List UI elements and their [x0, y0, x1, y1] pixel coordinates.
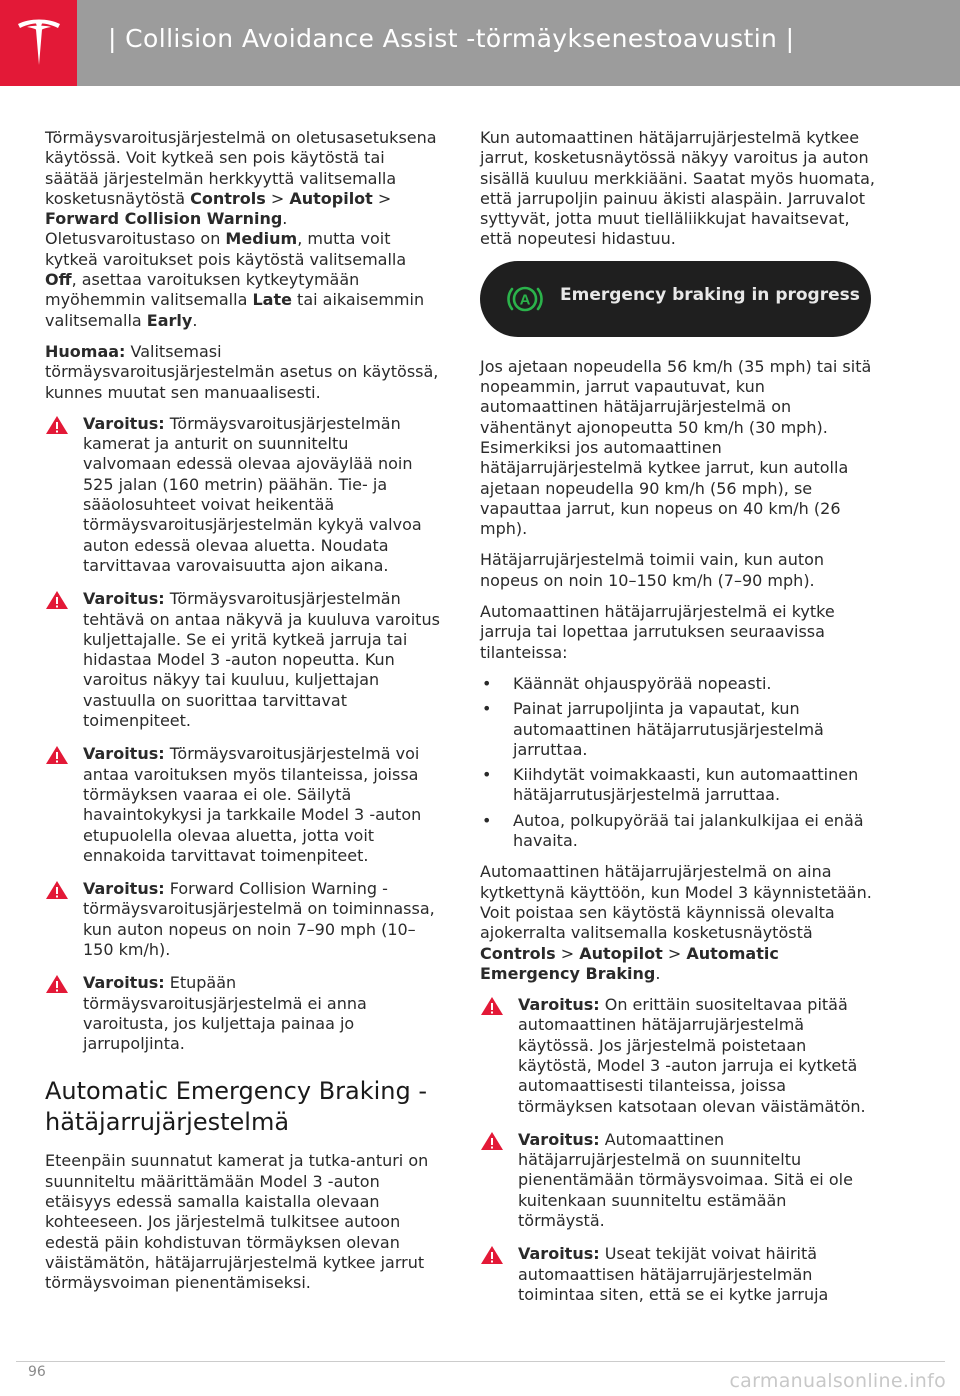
warning-text: Automaattinen hätäjarrujärjestelmä on suunniteltu pienentämään törmäysvoimaa. Sitä ei ole kuitenkaan suunniteltu estämään törmäystä. [518, 1129, 853, 1231]
warning-block [45, 589, 440, 731]
emergency-braking-banner [480, 261, 871, 337]
aeb-icon [506, 280, 544, 318]
right-column [480, 128, 875, 1318]
warning-triangle-icon [45, 590, 69, 610]
ui-path-aeb: Automatic Emergency Braking [480, 943, 779, 983]
warning-triangle-icon [480, 996, 504, 1016]
left-column [45, 128, 440, 1305]
tesla-logo-icon [16, 18, 62, 68]
warning-label: Varoitus: [83, 744, 165, 764]
list-item: • Autoa, polkupyörää tai jalankulkijaa ei enää havaita. [482, 810, 864, 851]
list-item: • Käännät ohjauspyörää nopeasti. [482, 673, 772, 693]
section-heading: Automatic Emergency Braking -hätäjarrujärjestelmä [45, 1077, 428, 1137]
ui-path-controls: Controls [190, 188, 266, 208]
warning-text: On erittäin suositeltavaa pitää automaattinen hätäjarrujärjestelmä käytössä. Jos järjestelmä poistetaan käytöstä, Model 3 -auton jarruja ei kytketä automaattisesti tilanteissa, joissa törmäyksen katsotaan olevan väistämätön. [518, 995, 866, 1116]
warning-text: Törmäysvaroitusjärjestelmän tehtävä on antaa näkyvä ja kuuluva varoitus kuljettajalle. Se ei yritä kytkeä jarruja tai hidastaa Model 3 -auton nopeutta. Kun varoitus näkyy tai kuuluu, kuljettajan vastuulla on suorittaa tarvittavat toimenpiteet. [83, 589, 440, 731]
page-number: 96 [28, 1364, 46, 1380]
setting-off: Off [45, 270, 72, 290]
ui-path-autopilot: Autopilot [579, 943, 663, 963]
warning-triangle-icon [45, 880, 69, 900]
footer-divider [16, 1361, 945, 1362]
warning-block [480, 1244, 875, 1305]
setting-late: Late [252, 290, 292, 310]
warning-label: Varoitus: [83, 589, 165, 609]
warning-text: Törmäysvaroitusjärjestelmän kamerat ja anturit on suunniteltu valvomaan edessä olevaa ajoväylää noin 525 jalan (160 metrin) päähän. Tie- ja sääolosuhteet voivat heikentää törmäysvaroitusjärjestelmän kykyä valvoa auton edessä olevaa aluetta. Noudata tarvittavaa varovaisuutta ajon aikana. [83, 413, 422, 575]
banner-text: Emergency braking in progress [560, 284, 860, 305]
bullet-dot: • [482, 699, 492, 719]
warning-text: Forward Collision Warning -törmäysvaroitusjärjestelmä on toiminnassa, kun auton nopeus on noin 7–90 mph (10–150 km/h). [83, 879, 435, 959]
list-item: • Painat jarrupoljinta ja vapautat, kun automaattinen hätäjarrutusjärjestelmä jarruttaa. [482, 699, 824, 759]
warning-triangle-icon [480, 1131, 504, 1151]
note-label: Huomaa: [45, 341, 126, 361]
page-header [0, 0, 960, 86]
watermark: carmanualsonline.info [729, 1370, 946, 1392]
bullet-dot: • [482, 810, 492, 830]
tesla-logo [0, 0, 77, 86]
warning-block [45, 973, 440, 1054]
warning-block [45, 414, 440, 576]
ui-path-fcw: Forward Collision Warning [45, 209, 283, 229]
aeb-activation-paragraph: Kun automaattinen hätäjarrujärjestelmä kytkee jarrut, kosketusnäytössä näkyy varoitus ja auton sisällä kuuluu merkkiääni. Saatat myös huomata, että jarrupoljin painuu äkisti alaspäin. Jarruvalot syttyvät, jotta muut tielläliikkujat havaitsevat, että nopeutesi hidastuu. [480, 128, 876, 249]
warning-label: Varoitus: [83, 879, 165, 899]
warning-triangle-icon [45, 415, 69, 435]
speed-range-paragraph: Hätäjarrujärjestelmä toimii vain, kun auton nopeus on noin 10–150 km/h (7–90 mph). [480, 550, 825, 590]
setting-medium: Medium [225, 229, 298, 249]
ui-path-autopilot: Autopilot [289, 188, 373, 208]
page-title: | Collision Avoidance Assist -törmäyksenestoavustin | [108, 24, 795, 53]
exceptions-paragraph: Automaattinen hätäjarrujärjestelmä ei kytke jarruja tai lopettaa jarrutuksen seuraavissa tilanteissa: [480, 602, 835, 662]
ui-path-controls: Controls [480, 943, 556, 963]
bullet-dot: • [482, 673, 492, 693]
note-paragraph: Huomaa: Valitsemasi törmäysvaroitusjärjestelmän asetus on käytössä, kunnes muutat sen manuaalisesti. [45, 341, 439, 402]
warning-block [480, 995, 875, 1117]
fcw-intro-paragraph: Törmäysvaroitusjärjestelmä on oletusasetuksena käytössä. Voit kytkeä sen pois käytöstä tai säätää järjestelmän herkkyyttä valitsemalla kosketusnäytöstä Controls > Autopilot > Forward Collision Warning. Oletusvaroitustaso on Medium, mutta voit kytkeä varoitukset pois käytöstä valitsemalla Off, asettaa varoituksen kytkeytymään myöhemmin valitsemalla Late tai aikaisemmin valitsemalla Early. [45, 128, 437, 330]
warning-block [45, 879, 440, 960]
warning-block [480, 1130, 875, 1231]
warning-text: Useat tekijät voivat häiritä automaattisen hätäjarrujärjestelmän toimintaa siten, että se ei kytke jarruja [518, 1244, 829, 1304]
bullet-dot: • [482, 765, 492, 785]
warning-triangle-icon [480, 1245, 504, 1265]
warning-text: Etupään törmäysvaroitusjärjestelmä ei anna varoitusta, jos kuljettaja painaa jo jarrupoljinta. [83, 973, 367, 1054]
warning-label: Varoitus: [518, 1129, 600, 1149]
warning-text: Törmäysvaroitusjärjestelmä voi antaa varoituksen myös tilanteissa, joissa törmäyksen vaaraa ei ole. Säilytä havaintokykysi ja tarkkaile Model 3 -auton etupuolella olevaa aluetta, jotta voit ennakoida tarvittavat toimenpiteet. [83, 744, 422, 865]
speed-release-paragraph: Jos ajetaan nopeudella 56 km/h (35 mph) tai sitä nopeammin, jarrut vapautuvat, kun automaattinen hätäjarrujärjestelmä on vähentänyt ajonopeutta 50 km/h (30 mph). Esimerkiksi jos automaattinen hätäjarrujärjestelmä kytkee jarrut, kun autolla ajetaan nopeudella 90 km/h (56 mph), se vapauttaa jarrut, kun nopeus on 40 km/h (26 mph). [480, 356, 872, 539]
warning-label: Varoitus: [83, 413, 165, 433]
warning-label: Varoitus: [83, 973, 165, 993]
warning-triangle-icon [45, 745, 69, 765]
setting-early: Early [146, 310, 193, 330]
aeb-intro-paragraph: Eteenpäin suunnatut kamerat ja tutka-anturi on suunniteltu määrittämään Model 3 -auton etäisyys edessä samalla kaistalla olevaan kohteeseen. Jos järjestelmä tulkitsee autoon edestä päin kohdistuvan törmäyksen olevan väistämätön, hätäjarrujärjestelmä kytkee jarrut törmäysvoiman pienentämiseksi. [45, 1151, 429, 1293]
warning-label: Varoitus: [518, 1244, 600, 1264]
aeb-disable-paragraph: Automaattinen hätäjarrujärjestelmä on aina kytkettynä käyttöön, kun Model 3 käynnistetään. Voit poistaa sen käytöstä käynnissä olevalta ajokerralta valitsemalla kosketusnäytöstä Controls > Autopilot > Automatic Emergency Braking. [480, 862, 872, 983]
warning-label: Varoitus: [518, 995, 600, 1015]
aeb-icon-letter: A [519, 291, 531, 309]
warning-block [45, 744, 440, 866]
list-item: • Kiihdytät voimakkaasti, kun automaattinen hätäjarrutusjärjestelmä jarruttaa. [482, 765, 859, 805]
warning-triangle-icon [45, 974, 69, 994]
